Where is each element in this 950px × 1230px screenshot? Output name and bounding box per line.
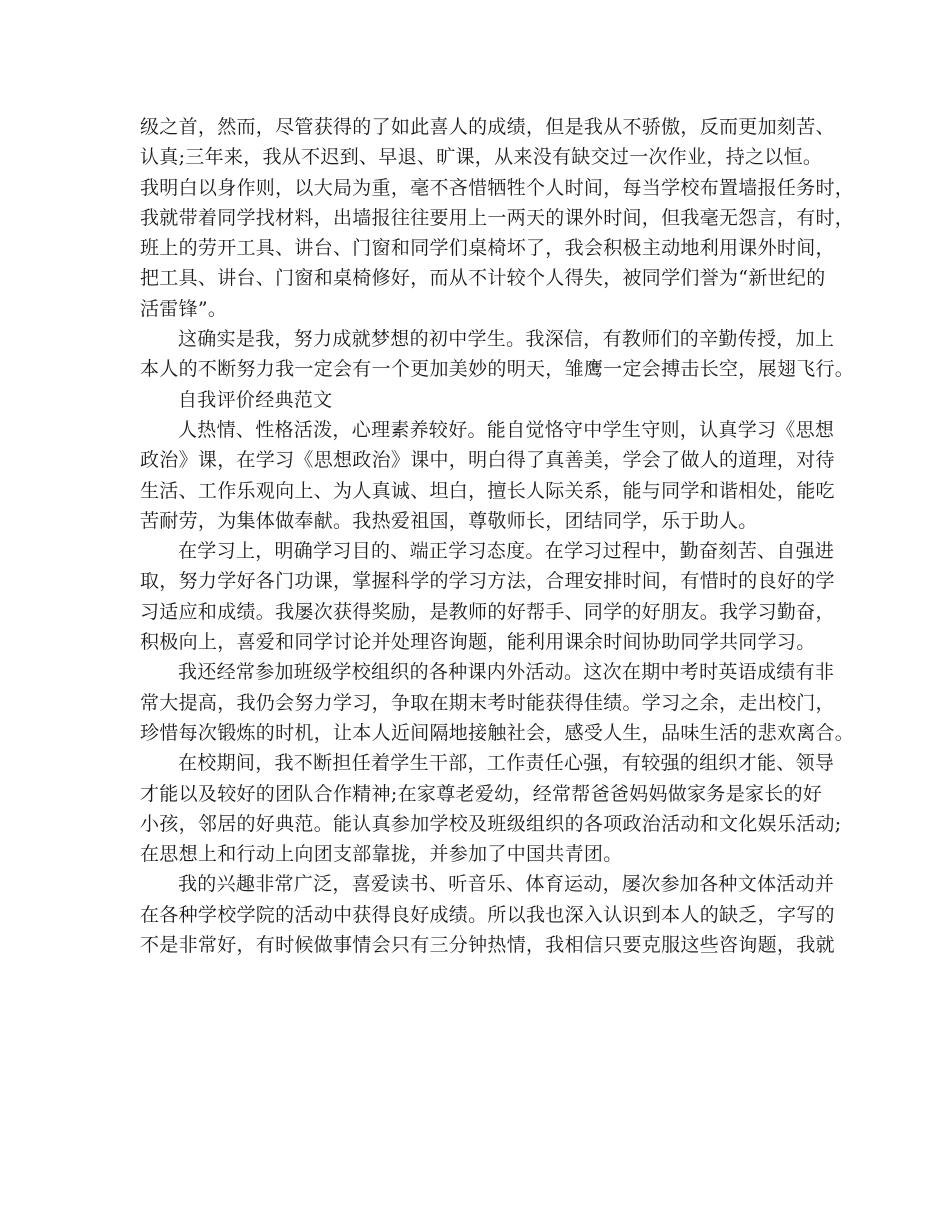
text-line: 自我评价经典范文 xyxy=(178,388,333,411)
text-line: 生活、工作乐观向上、为人真诚、坦白，擅长人际关系，能与同学和谐相处，能吃 xyxy=(140,479,835,502)
text-line: 这确实是我，努力成就梦想的初中学生。我深信，有教师们的辛勤传授，加上 xyxy=(178,328,835,351)
text-line: 本人的不断努力我一定会有一个更加美妙的明天，雏鹰一定会搏击长空，展翅飞行。 xyxy=(140,358,855,381)
text-line: 常大提高，我仍会努力学习，争取在期末考时能获得佳绩。学习之余，走出校门， xyxy=(140,691,835,714)
text-line: 苦耐劳，为集体做奉献。我热爱祖国，尊敬师长，团结同学，乐于助人。 xyxy=(140,509,758,532)
text-line: 习适应和成绩。我屡次获得奖励，是教师的好帮手、同学的好朋友。我学习勤奋， xyxy=(140,600,835,623)
text-line: 才能以及较好的团队合作精神;在家尊老爱幼，经常帮爸爸妈妈做家务是家长的好 xyxy=(140,782,823,805)
text-line: 人热情、性格活泼，心理素养较好。能自觉恪守中学生守则，认真学习《思想 xyxy=(178,418,835,441)
document-body xyxy=(140,112,855,960)
text-line: 我的兴趣非常广泛，喜爱读书、听音乐、体育运动，屡次参加各种文体活动并 xyxy=(178,873,835,896)
text-line: 把工具、讲台、门窗和桌椅修好，而从不计较个人得失，被同学们誉为“新世纪的 xyxy=(140,267,826,290)
text-line: 班上的劳开工具、讲台、门窗和同学们桌椅坏了，我会积极主动地利用课外时间， xyxy=(140,237,835,260)
text-line: 活雷锋”。 xyxy=(140,297,228,320)
text-line: 积极向上，喜爱和同学讨论并处理咨询题，能利用课余时间协助同学共同学习。 xyxy=(140,631,816,654)
text-line: 在校期间，我不断担任着学生干部，工作责任心强，有较强的组织才能、领导 xyxy=(178,752,835,775)
text-line: 我就带着同学找材料，出墙报往往要用上一两天的课外时间，但我毫无怨言，有时， xyxy=(140,206,855,229)
text-line: 在各种学校学院的活动中获得良好成绩。所以我也深入认识到本人的缺乏，字写的 xyxy=(140,903,835,926)
text-line: 级之首，然而，尽管获得的了如此喜人的成绩，但是我从不骄傲，反而更加刻苦、 xyxy=(140,116,835,138)
text-line: 小孩，邻居的好典范。能认真参加学校及班级组织的各项政治活动和文化娱乐活动; xyxy=(140,812,842,835)
text-line: 在学习上，明确学习目的、端正学习态度。在学习过程中，勤奋刻苦、自强进 xyxy=(178,540,835,563)
text-line: 政治》课，在学习《思想政治》课中，明白得了真善美，学会了做人的道理，对待 xyxy=(140,449,835,472)
text-line: 我明白以身作则，以大局为重，毫不吝惜牺牲个人时间，每当学校布置墙报任务时， xyxy=(140,176,855,199)
text-line: 不是非常好，有时候做事情会只有三分钟热情，我相信只要克服这些咨询题，我就 xyxy=(140,934,835,957)
text-line: 珍惜每次锻炼的时机，让本人近间隔地接触社会，感受人生，品味生活的悲欢离合。 xyxy=(140,721,855,744)
text-line: 取，努力学好各门功课，掌握科学的学习方法，合理安排时间，有惜时的良好的学 xyxy=(140,570,835,593)
text-line: 认真;三年来，我从不迟到、早退、旷课，从来没有缺交过一次作业，持之以恒。 xyxy=(140,146,823,169)
text-line: 我还经常参加班级学校组织的各种课内外活动。这次在期中考时英语成绩有非 xyxy=(178,661,835,684)
text-line: 在思想上和行动上向团支部靠拢，并参加了中国共青团。 xyxy=(140,843,623,866)
